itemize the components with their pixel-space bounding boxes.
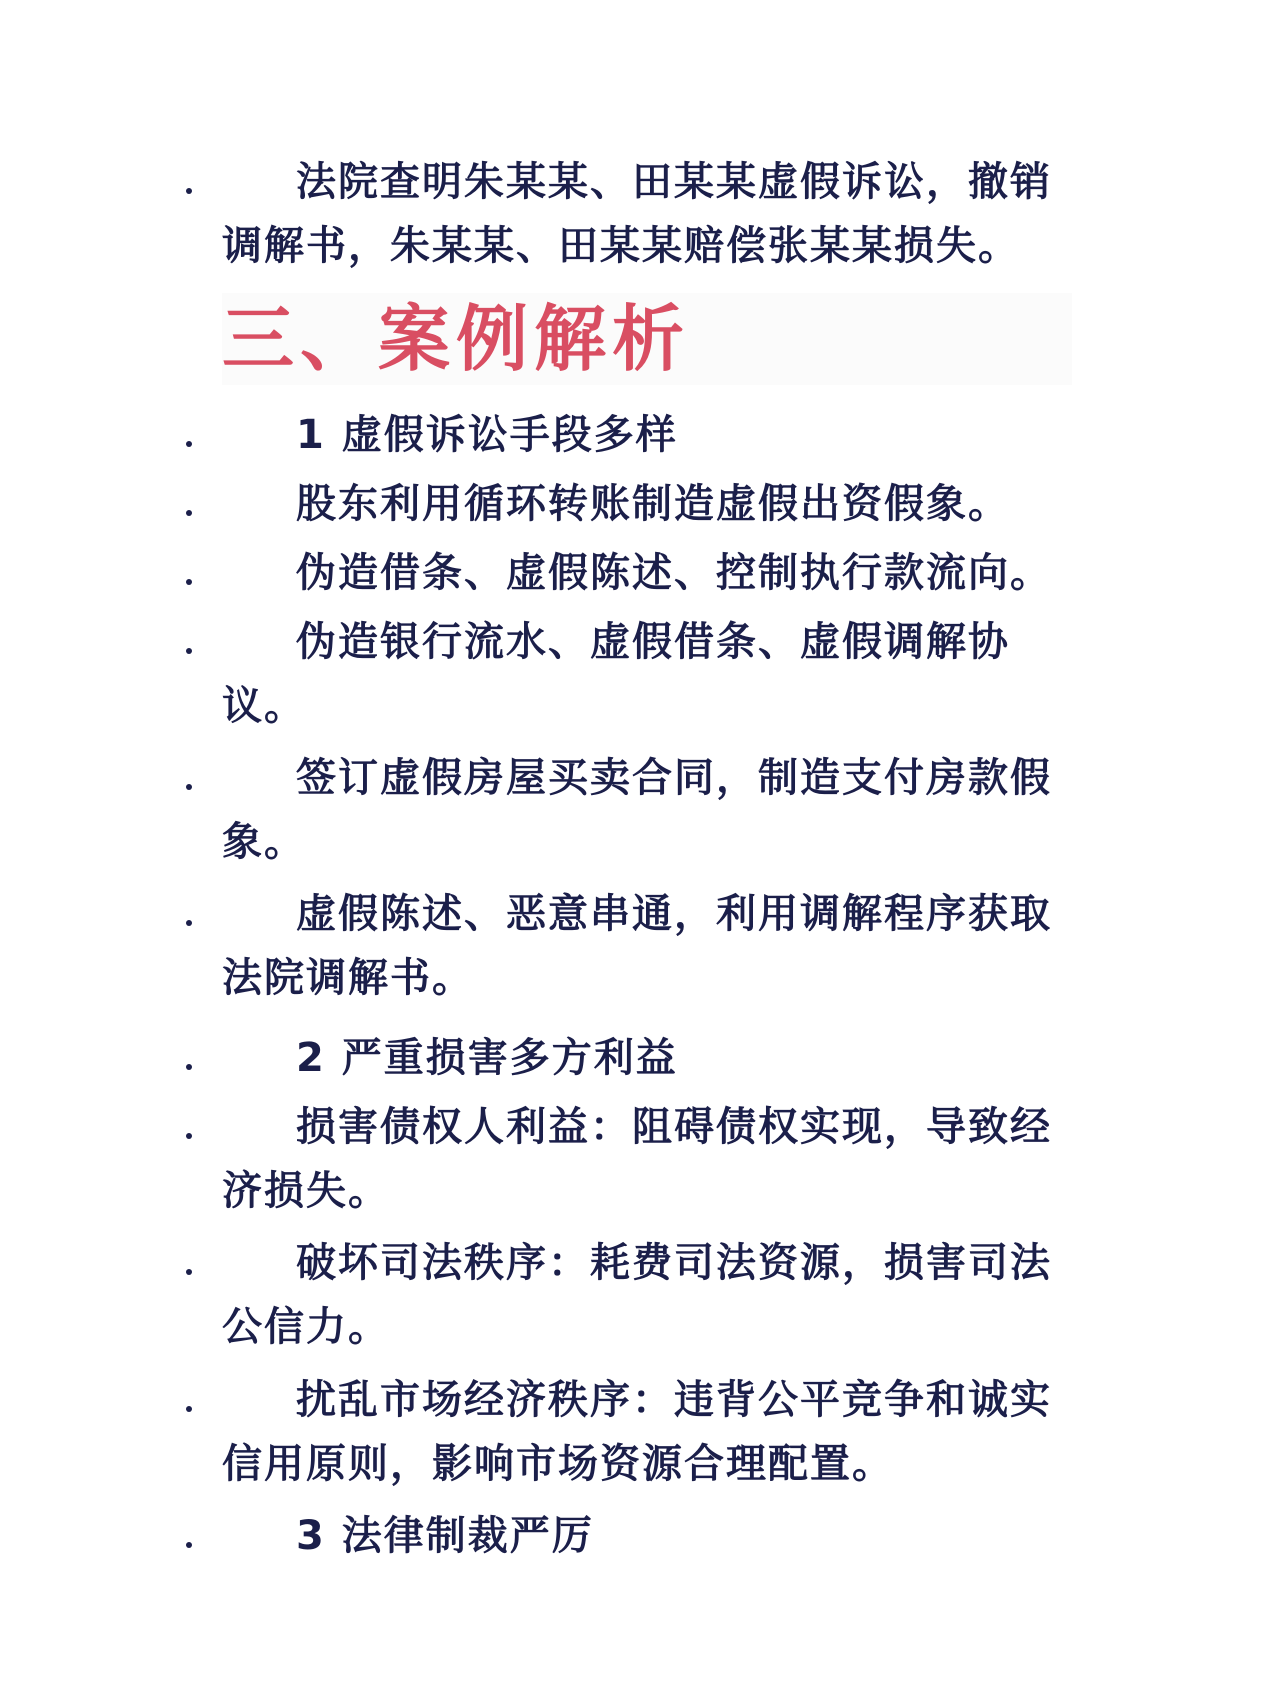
bullet-icon — [186, 1269, 192, 1275]
bullet-icon — [186, 188, 192, 194]
item-text: 扰乱市场经济秩序：违背公平竞争和诚实信用原则，影响市场资源合理配置。 — [222, 1377, 1052, 1487]
subheading-text: 3 法律制裁严厉 — [296, 1513, 594, 1559]
item-text: 股东利用循环转账制造虚假出资假象。 — [296, 481, 1010, 527]
section-heading: 三、案例解析 — [222, 297, 691, 381]
bullet-icon — [186, 579, 192, 585]
item-text: 破坏司法秩序：耗费司法资源，损害司法公信力。 — [222, 1240, 1052, 1350]
bullet-icon — [186, 510, 192, 516]
bullet-icon — [186, 1133, 192, 1139]
item-text: 伪造银行流水、虚假借条、虚假调解协议。 — [222, 619, 1010, 729]
bullet-icon — [186, 784, 192, 790]
bullet-icon — [186, 1542, 192, 1548]
bullet-icon — [186, 920, 192, 926]
bullet-icon — [186, 1406, 192, 1412]
bullet-icon — [186, 648, 192, 654]
bullet-icon — [186, 441, 192, 447]
item-text: 损害债权人利益：阻碍债权实现，导致经济损失。 — [222, 1104, 1052, 1214]
item-text: 伪造借条、虚假陈述、控制执行款流向。 — [296, 550, 1052, 596]
bullet-icon — [186, 1064, 192, 1070]
subheading-text: 1 虚假诉讼手段多样 — [296, 412, 678, 458]
intro-text: 法院查明朱某某、田某某虚假诉讼，撤销调解书，朱某某、田某某赔偿张某某损失。 — [222, 159, 1052, 269]
item-text: 签订虚假房屋买卖合同，制造支付房款假象。 — [222, 755, 1052, 865]
item-text: 虚假陈述、恶意串通，利用调解程序获取法院调解书。 — [222, 891, 1052, 1001]
subheading-text: 2 严重损害多方利益 — [296, 1035, 678, 1081]
